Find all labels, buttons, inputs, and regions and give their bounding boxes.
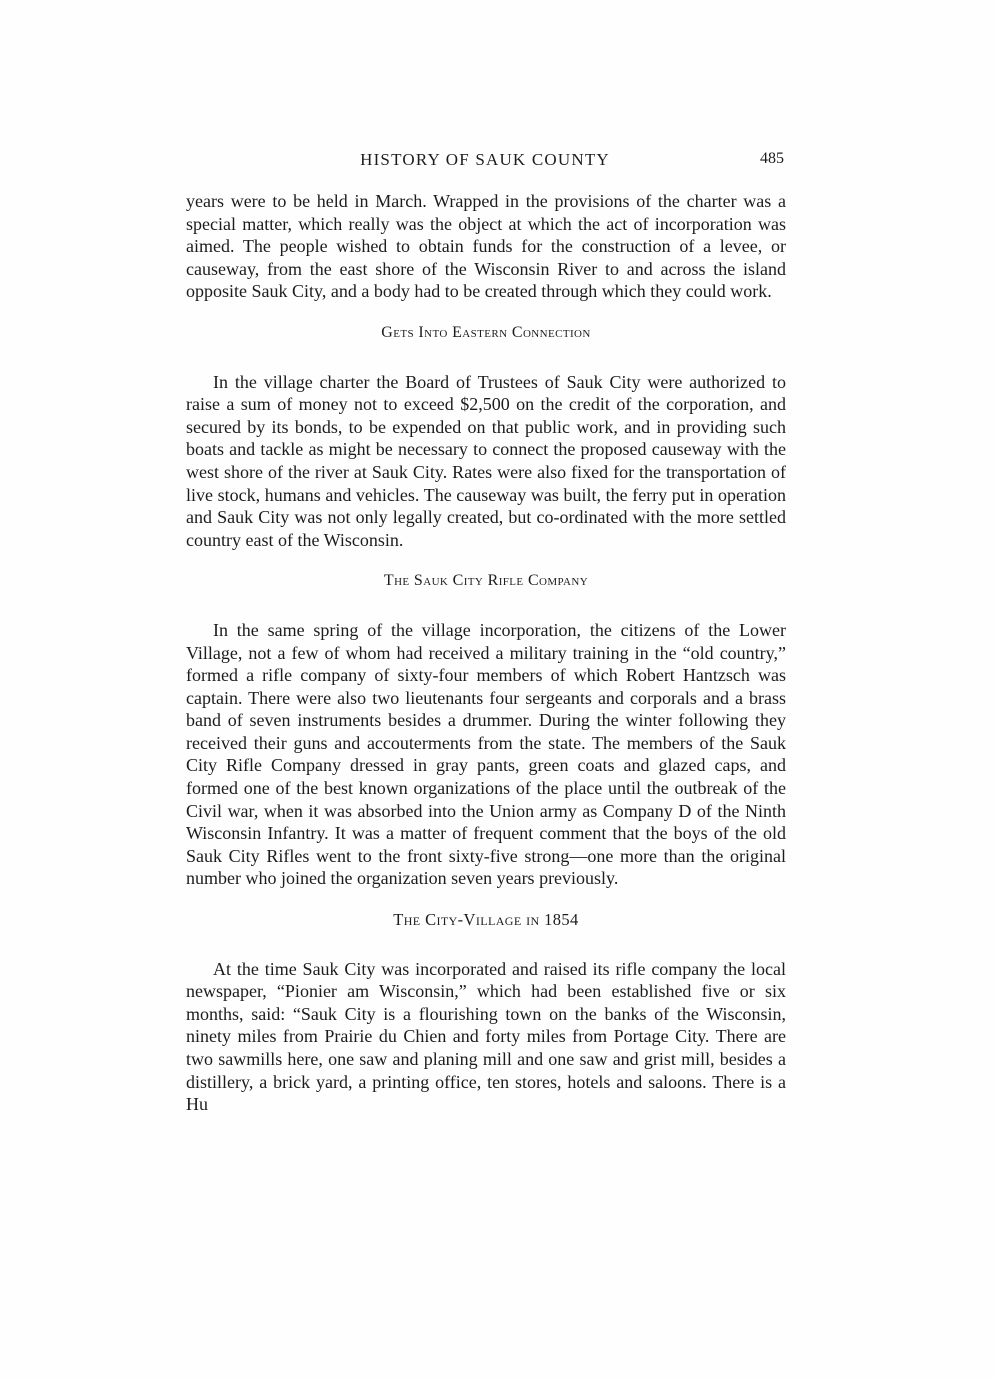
- page-number: 485: [760, 150, 784, 167]
- body-text: [186, 190, 786, 1116]
- section-heading-rifle-company: The Sauk City Rifle Company: [383, 572, 589, 590]
- running-header: [186, 148, 784, 174]
- paragraph-rifle-company: In the same spring of the village incorporation, the citizens of the Lower Village, not a few of whom had received a military training in the “old country,” formed a rifle company of sixty-four members of which Robert Hantzsch was captain. There were also two lieutenants four sergeants and corporals and a brass band of seven instruments besides a drummer. During the winter following they received their guns and accouterments from the state. The members of the Sauk City Rifle Company dressed in gray pants, green coats and glazed caps, and formed one of the best known organizations of the place until the outbreak of the Civil war, when it was absorbed into the Union army as Company D of the Ninth Wisconsin Infantry. It was a matter of frequent comment that the boys of the old Sauk City Rifles went to the front sixty-five strong—one more than the original number who joined the organization seven years previously.: [186, 619, 786, 889]
- section-heading-city-village-1854: The City-Village in 1854: [393, 910, 579, 930]
- continued-paragraph: years were to be held in March. Wrapped in the provisions of the charter was a special matter, which really was the object at which the act of incorporation was aimed. The people wished to obtain funds for the construction of a levee, or causeway, from the east shore of the Wisconsin River to and across the island opposite Sauk City, and a body had to be created through which they could work.: [186, 191, 786, 302]
- paragraph-city-village-1854: At the time Sauk City was incorporated and raised its rifle company the local newspaper, “Pionier am Wisconsin,” which had been established five or six months, said: “Sauk City is a flourishing town on the banks of the Wisconsin, ninety miles from Prairie du Chien and forty miles from Portage City. There are two sawmills here, one saw and planing mill and one saw and grist mill, besides a distillery, a brick yard, a printing office, ten stores, hotels and saloons. There is a Hu: [186, 958, 786, 1115]
- paragraph-eastern-connection: In the village charter the Board of Trustees of Sauk City were authorized to raise a sum of money not to exceed $2,500 on the credit of the corporation, and secured by its bonds, to be expended on that public work, and in providing such boats and tackle as might be necessary to connect the proposed causeway with the west shore of the river at Sauk City. Rates were also fixed for the transportation of live stock, humans and vehicles. The causeway was built, the ferry put in operation and Sauk City was not only legally created, but co-ordinated with the more settled country east of the Wisconsin.: [186, 371, 786, 550]
- section-heading-eastern-connection: Gets Into Eastern Connection: [381, 323, 591, 341]
- running-title: HISTORY OF SAUK COUNTY: [360, 150, 610, 169]
